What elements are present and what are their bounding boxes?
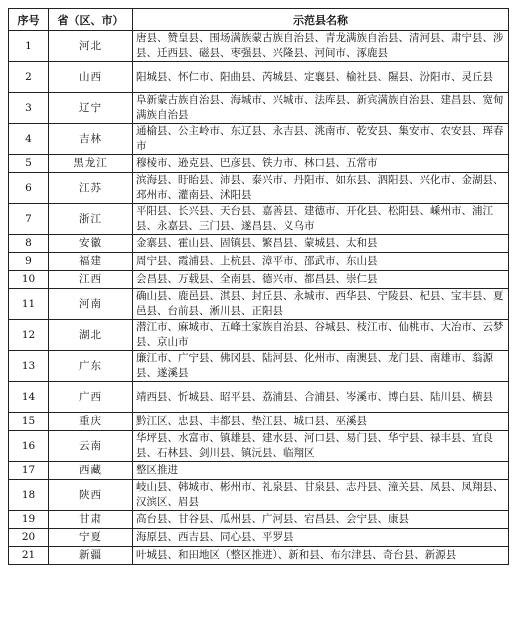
- county-names-cell: 周宁县、霞浦县、上杭县、漳平市、邵武市、东山县: [133, 253, 509, 271]
- county-names-cell: 阳城县、怀仁市、阳曲县、芮城县、定襄县、榆社县、隰县、汾阳市、灵丘县: [133, 62, 509, 93]
- county-names-cell: 会昌县、万载县、全南县、德兴市、都昌县、崇仁县: [133, 271, 509, 289]
- header-serial-number: 序号: [9, 9, 49, 31]
- county-names-cell: 岐山县、韩城市、彬州市、礼泉县、甘泉县、志丹县、潼关县、凤县、凤翔县、汉滨区、眉县: [133, 480, 509, 511]
- table-row: [9, 31, 509, 62]
- county-names-cell: 海原县、西吉县、同心县、平罗县: [133, 529, 509, 547]
- serial-number-cell: 13: [9, 351, 49, 382]
- province-cell: 河南: [49, 289, 133, 320]
- province-cell: 宁夏: [49, 529, 133, 547]
- serial-number-cell: 21: [9, 547, 49, 565]
- province-cell: 安徽: [49, 235, 133, 253]
- header-province: 省（区、市）: [49, 9, 133, 31]
- province-cell: 西藏: [49, 462, 133, 480]
- table-row: [9, 511, 509, 529]
- county-names-cell: 华坪县、水富市、镇雄县、建水县、河口县、易门县、华宁县、禄丰县、宜良县、石林县、剑川县、镇沅县、临翔区: [133, 431, 509, 462]
- province-cell: 福建: [49, 253, 133, 271]
- table-row: [9, 431, 509, 462]
- county-names-cell: 阜新蒙古族自治县、海城市、兴城市、法库县、新宾满族自治县、建昌县、宽甸满族自治县: [133, 93, 509, 124]
- county-names-cell: 金寨县、霍山县、固镇县、繁昌县、蒙城县、太和县: [133, 235, 509, 253]
- county-names-cell: 廉江市、广宁县、佛冈县、陆河县、化州市、南澳县、龙门县、南雄市、翁源县、遂溪县: [133, 351, 509, 382]
- county-names-cell: 通榆县、公主岭市、东辽县、永吉县、洮南市、乾安县、集安市、农安县、珲春市: [133, 124, 509, 155]
- serial-number-cell: 1: [9, 31, 49, 62]
- table-row: [9, 547, 509, 565]
- table-row: [9, 93, 509, 124]
- serial-number-cell: 12: [9, 320, 49, 351]
- province-cell: 湖北: [49, 320, 133, 351]
- province-cell: 河北: [49, 31, 133, 62]
- serial-number-cell: 5: [9, 155, 49, 173]
- province-cell: 吉林: [49, 124, 133, 155]
- table-row: [9, 413, 509, 431]
- province-cell: 山西: [49, 62, 133, 93]
- county-list-sheet: [8, 8, 508, 565]
- county-names-cell: 整区推进: [133, 462, 509, 480]
- table-row: [9, 289, 509, 320]
- serial-number-cell: 2: [9, 62, 49, 93]
- table-row: [9, 462, 509, 480]
- table-row: [9, 62, 509, 93]
- province-cell: 广东: [49, 351, 133, 382]
- table-body: [9, 31, 509, 565]
- table-row: [9, 173, 509, 204]
- county-names-cell: 确山县、鹿邑县、淇县、封丘县、永城市、西华县、宁陵县、杞县、宝丰县、夏邑县、台前县、淅川县、正阳县: [133, 289, 509, 320]
- county-names-cell: 叶城县、和田地区（整区推进）、新和县、布尔津县、奇台县、新源县: [133, 547, 509, 565]
- serial-number-cell: 15: [9, 413, 49, 431]
- serial-number-cell: 9: [9, 253, 49, 271]
- table-row: [9, 529, 509, 547]
- county-names-cell: 潜江市、麻城市、五峰土家族自治县、谷城县、枝江市、仙桃市、大冶市、云梦县、京山市: [133, 320, 509, 351]
- table-row: [9, 155, 509, 173]
- serial-number-cell: 4: [9, 124, 49, 155]
- serial-number-cell: 3: [9, 93, 49, 124]
- county-names-cell: 黔江区、忠县、丰都县、垫江县、城口县、巫溪县: [133, 413, 509, 431]
- serial-number-cell: 16: [9, 431, 49, 462]
- province-cell: 陕西: [49, 480, 133, 511]
- demonstration-county-table: [8, 8, 509, 565]
- table-row: [9, 382, 509, 413]
- province-cell: 重庆: [49, 413, 133, 431]
- province-cell: 江西: [49, 271, 133, 289]
- serial-number-cell: 6: [9, 173, 49, 204]
- province-cell: 新疆: [49, 547, 133, 565]
- province-cell: 浙江: [49, 204, 133, 235]
- province-cell: 广西: [49, 382, 133, 413]
- header-county-names: 示范县名称: [133, 9, 509, 31]
- province-cell: 江苏: [49, 173, 133, 204]
- serial-number-cell: 10: [9, 271, 49, 289]
- table-row: [9, 351, 509, 382]
- serial-number-cell: 20: [9, 529, 49, 547]
- table-row: [9, 124, 509, 155]
- province-cell: 云南: [49, 431, 133, 462]
- table-row: [9, 235, 509, 253]
- county-names-cell: 平阳县、长兴县、天台县、嘉善县、建德市、开化县、松阳县、嵊州市、浦江县、永嘉县、三门县、遂昌县、义乌市: [133, 204, 509, 235]
- serial-number-cell: 7: [9, 204, 49, 235]
- serial-number-cell: 18: [9, 480, 49, 511]
- table-header-row: [9, 9, 509, 31]
- county-names-cell: 唐县、赞皇县、围场满族蒙古族自治县、青龙满族自治县、清河县、肃宁县、涉县、迁西县、磁县、枣强县、兴隆县、河间市、涿鹿县: [133, 31, 509, 62]
- serial-number-cell: 14: [9, 382, 49, 413]
- serial-number-cell: 19: [9, 511, 49, 529]
- table-row: [9, 271, 509, 289]
- county-names-cell: 靖西县、忻城县、昭平县、荔浦县、合浦县、岑溪市、博白县、陆川县、横县: [133, 382, 509, 413]
- table-row: [9, 204, 509, 235]
- serial-number-cell: 11: [9, 289, 49, 320]
- province-cell: 黑龙江: [49, 155, 133, 173]
- province-cell: 辽宁: [49, 93, 133, 124]
- serial-number-cell: 8: [9, 235, 49, 253]
- table-row: [9, 320, 509, 351]
- county-names-cell: 穆棱市、逊克县、巴彦县、铁力市、林口县、五常市: [133, 155, 509, 173]
- province-cell: 甘肃: [49, 511, 133, 529]
- county-names-cell: 高台县、甘谷县、瓜州县、广河县、宕昌县、会宁县、康县: [133, 511, 509, 529]
- county-names-cell: 滨海县、盱眙县、沛县、泰兴市、丹阳市、如东县、泗阳县、兴化市、金湖县、邳州市、灌南县、沭阳县: [133, 173, 509, 204]
- table-row: [9, 253, 509, 271]
- table-row: [9, 480, 509, 511]
- serial-number-cell: 17: [9, 462, 49, 480]
